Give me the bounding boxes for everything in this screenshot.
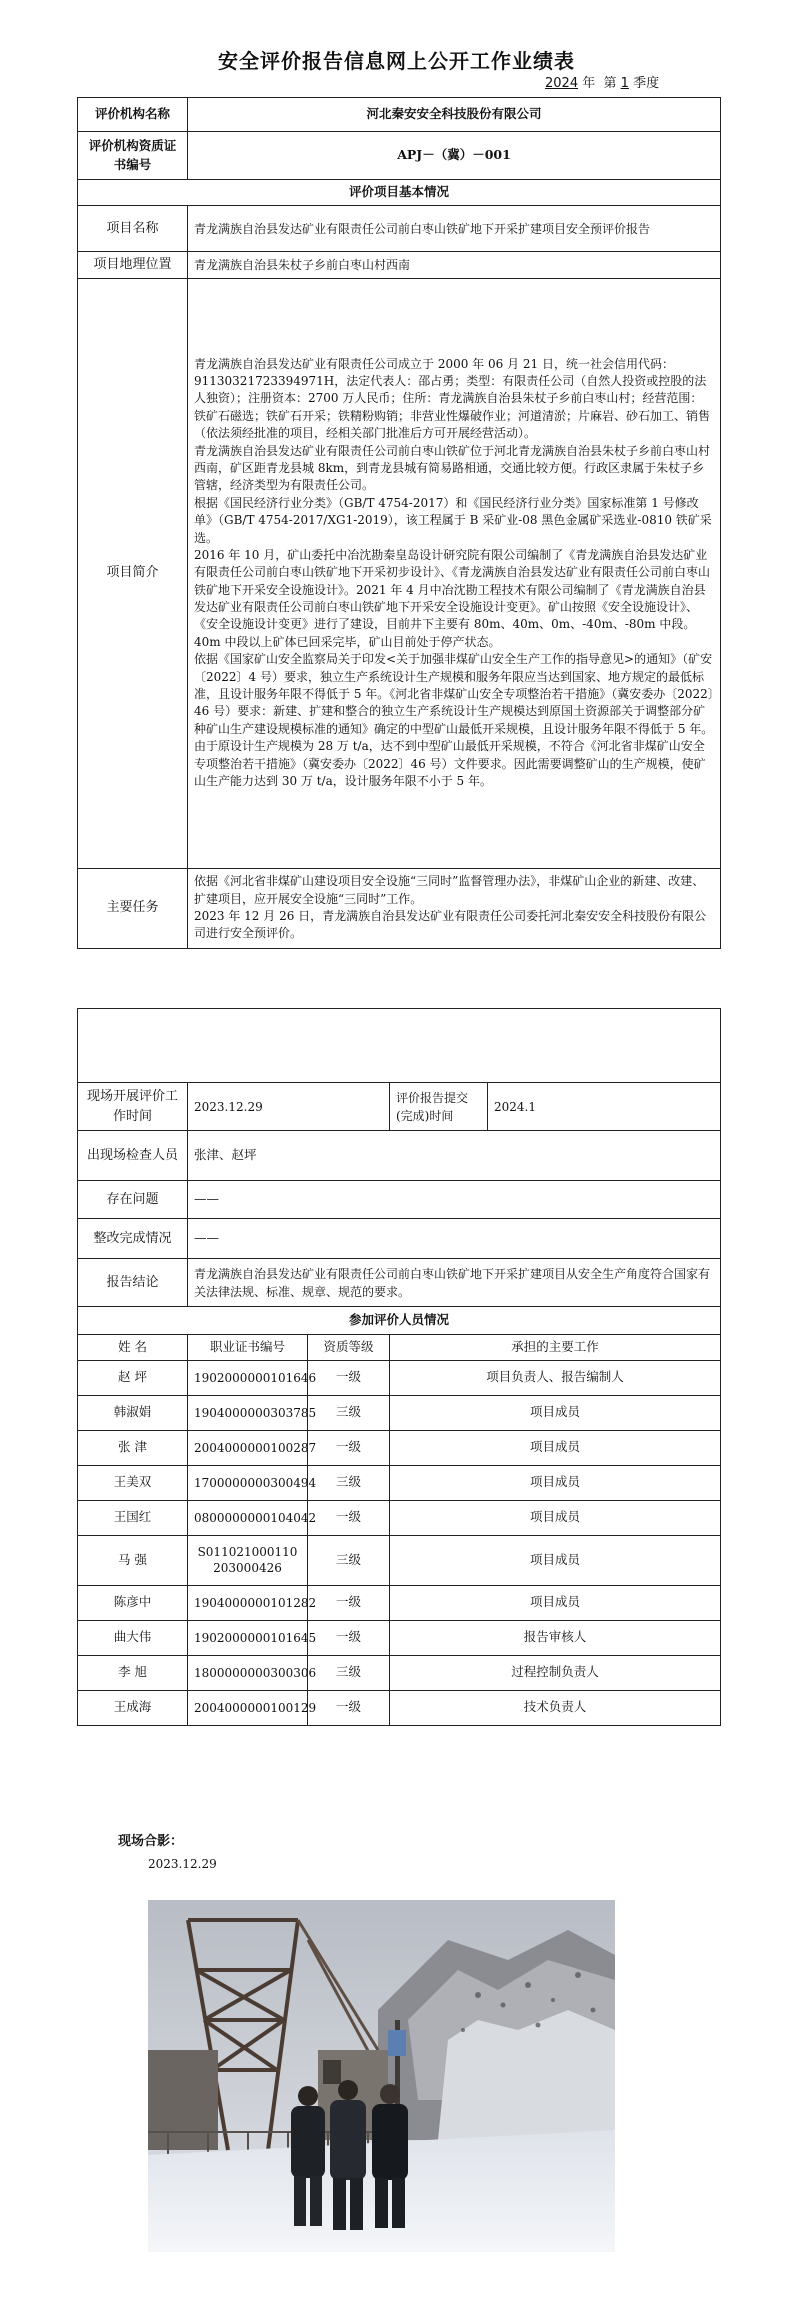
photo-label: 现场合影： [118, 1834, 184, 1849]
rectify-label: 整改完成情况 [78, 1219, 188, 1259]
intro-label: 项目简介 [78, 278, 188, 868]
blank-header-row [78, 1009, 721, 1083]
staff-task: 项目成员 [390, 1585, 721, 1620]
basic-section-title: 评价项目基本情况 [78, 180, 721, 206]
org-name-label: 评价机构名称 [78, 98, 188, 132]
location-value: 青龙满族自治县朱杖子乡前白枣山村西南 [188, 252, 721, 279]
quarter-prefix: 第 [603, 76, 617, 91]
year-suffix: 年 [582, 76, 596, 91]
group-photo-illustration [148, 1900, 615, 2252]
staff-header-task: 承担的主要工作 [390, 1335, 721, 1361]
intro-paragraph: 青龙满族自治县发达矿业有限责任公司前白枣山铁矿位于河北青龙满族自治县朱杖子乡前白枣山村西南，矿区距青龙县城 8km，到青龙县城有简易路相通，交通比较方便。行政区隶属于朱杖子乡管辖，经济类型为有限责任公司。 [194, 443, 711, 493]
table-row [78, 1585, 721, 1620]
staff-header-level: 资质等级 [308, 1335, 390, 1361]
location-label: 项目地理位置 [78, 252, 188, 279]
project-name-label: 项目名称 [78, 206, 188, 252]
staff-level: 一级 [308, 1430, 390, 1465]
staff-task: 项目成员 [390, 1430, 721, 1465]
staff-task: 项目成员 [390, 1395, 721, 1430]
table-row [78, 1500, 721, 1535]
table-row [78, 1620, 721, 1655]
staff-task: 技术负责人 [390, 1690, 721, 1725]
staff-level: 一级 [308, 1620, 390, 1655]
rectify-value: —— [188, 1219, 721, 1259]
table-row [78, 1465, 721, 1500]
table-row [78, 1430, 721, 1465]
project-name-value: 青龙满族自治县发达矿业有限责任公司前白枣山铁矿地下开采扩建项目安全预评价报告 [188, 206, 721, 252]
staff-task: 项目成员 [390, 1465, 721, 1500]
intro-text [188, 278, 721, 868]
staff-level: 一级 [308, 1500, 390, 1535]
staff-cert: 1904000000303785 [188, 1395, 308, 1430]
task-paragraph: 依据《河北省非煤矿山建设项目安全设施“三同时”监督管理办法》，非煤矿山企业的新建、改建、扩建项目，应开展安全设施“三同时”工作。 [194, 874, 705, 906]
table-row [78, 1360, 721, 1395]
staff-task: 过程控制负责人 [390, 1655, 721, 1690]
document-title: 安全评价报告信息网上公开工作业绩表 [218, 49, 575, 73]
staff-name: 曲大伟 [78, 1620, 188, 1655]
staff-section-title: 参加评价人员情况 [78, 1307, 721, 1335]
basic-info-table [77, 97, 721, 949]
cert-no-label: 评价机构资质证书编号 [78, 132, 188, 180]
task-label: 主要任务 [78, 868, 188, 948]
staff-level: 三级 [308, 1655, 390, 1690]
staff-name: 李 旭 [78, 1655, 188, 1690]
staff-level: 一级 [308, 1690, 390, 1725]
task-paragraph: 2023 年 12 月 26 日，青龙满族自治县发达矿业有限责任公司委托河北秦安安全科技股份有限公司进行安全预评价。 [194, 909, 707, 941]
submit-time-label: 评价报告提交(完成)时间 [390, 1083, 488, 1131]
table-row [78, 1395, 721, 1430]
inspectors-label: 出现场检查人员 [78, 1131, 188, 1181]
staff-cert: 1902000000101646 [188, 1360, 308, 1395]
cert-no-value: APJ－（冀）－001 [188, 132, 721, 180]
staff-cert: 2004000000100129 [188, 1690, 308, 1725]
staff-cert: 1902000000101645 [188, 1620, 308, 1655]
staff-cert: 1700000000300494 [188, 1465, 308, 1500]
quarter-value: 1 [620, 76, 629, 91]
staff-level: 三级 [308, 1465, 390, 1500]
conclusion-value: 青龙满族自治县发达矿业有限责任公司前白枣山铁矿地下开采扩建项目从安全生产角度符合国家有关法律法规、标准、规章、规范的要求。 [188, 1259, 721, 1307]
table-row [78, 1690, 721, 1725]
staff-header-cert: 职业证书编号 [188, 1335, 308, 1361]
staff-header-name: 姓 名 [78, 1335, 188, 1361]
staff-task: 报告审核人 [390, 1620, 721, 1655]
onsite-time-value: 2023.12.29 [188, 1083, 390, 1131]
issues-value: —— [188, 1181, 721, 1219]
staff-name: 韩淑娟 [78, 1395, 188, 1430]
staff-name: 马 强 [78, 1535, 188, 1585]
onsite-time-label: 现场开展评价工作时间 [78, 1083, 188, 1131]
issues-label: 存在问题 [78, 1181, 188, 1219]
staff-cert: 1800000000300306 [188, 1655, 308, 1690]
staff-task: 项目成员 [390, 1535, 721, 1585]
group-photo [148, 1900, 615, 2252]
task-text [188, 868, 721, 948]
staff-level: 三级 [308, 1535, 390, 1585]
intro-paragraph: 根据《国民经济行业分类》（GB/T 4754-2017）和《国民经济行业分类》国家标准第 1 号修改单》（GB/T 4754-2017/XG1-2019），该工程属于 B 采矿业-08 黑色金属矿采选业-0810 铁矿采选。 [194, 495, 712, 545]
conclusion-label: 报告结论 [78, 1259, 188, 1307]
staff-name: 王成海 [78, 1690, 188, 1725]
submit-time-value: 2024.1 [488, 1083, 721, 1131]
photo-date: 2023.12.29 [148, 1857, 217, 1871]
intro-paragraph: 青龙满族自治县发达矿业有限责任公司成立于 2000 年 06 月 21 日，统一社会信用代码：91130321723394971H，法定代表人：邵占勇；类型：有限责任公司（自然人投资或控股的法人独资）；注册资本：2700 万人民币；住所：青龙满族自治县朱杖子乡前白枣山村；经营范围：铁矿石磁选；铁矿石开采；铁精粉购销；非营业性爆破作业；河道清淤；片麻岩、砂石加工、销售（依法须经批准的项目，经相关部门批准后方可开展经营活动）。 [194, 356, 711, 441]
staff-task: 项目负责人、报告编制人 [390, 1360, 721, 1395]
period-line [545, 74, 659, 94]
intro-paragraph: 2016 年 10 月，矿山委托中冶沈勘秦皇岛设计研究院有限公司编制了《青龙满族自治县发达矿业有限责任公司前白枣山铁矿地下开采初步设计》、《青龙满族自治县发达矿业有限责任公司前白枣山铁矿地下开采安全设施设计》。2021 年 4 月中冶沈勘工程技术有限公司编制了《青龙满族自治县发达矿业有限责任公司前白枣山铁矿地下开采安全设施设计变更》。矿山按照《安全设施设计》、《安全设施设计变更》进行了建设，目前井下主要有 80m、40m、0m、-40m、-80m 中段。40m 中段以上矿体已回采完毕，矿山目前处于停产状态。 [194, 547, 711, 649]
staff-name: 张 津 [78, 1430, 188, 1465]
staff-level: 一级 [308, 1585, 390, 1620]
site-work-table [77, 1008, 721, 1726]
staff-name: 陈彦中 [78, 1585, 188, 1620]
table-row [78, 1655, 721, 1690]
staff-level: 一级 [308, 1360, 390, 1395]
quarter-suffix: 季度 [633, 76, 660, 91]
year-value: 2024 [545, 76, 579, 91]
staff-name: 赵 坪 [78, 1360, 188, 1395]
table-row [78, 1535, 721, 1585]
inspectors-value: 张津、赵坪 [188, 1131, 721, 1181]
intro-paragraph: 依据《国家矿山安全监察局关于印发<关于加强非煤矿山安全生产工作的指导意见>的通知》（矿安〔2022〕4 号）要求，独立生产系统设计生产规模和服务年限应当达到国家、地方规定的最低标准，且设计服务年限不得低于 5 年。《河北省非煤矿山安全专项整治若干措施》（冀安委办〔2022〕46 号）要求：新建、扩建和整合的独立生产系统设计生产规模达到原国土资源部关于调整部分矿种矿山生产建设规模标准的通知》确定的中型矿山最低开采规模，且设计服务年限不得低于 5 年。由于原设计生产规模为 28 万 t/a，达不到中型矿山最低开采规模，不符合《河北省非煤矿山安全专项整治若干措施》（冀安委办〔2022〕46 号）文件要求。因此需要调整矿山的生产规模，使矿山生产能力达到 30 万 t/a，设计服务年限不小于 5 年。 [194, 652, 714, 788]
org-name-value: 河北秦安安全科技股份有限公司 [188, 98, 721, 132]
staff-cert: 0800000000104042 [188, 1500, 308, 1535]
staff-name: 王国红 [78, 1500, 188, 1535]
staff-cert: 2004000000100287 [188, 1430, 308, 1465]
staff-name: 王美双 [78, 1465, 188, 1500]
staff-level: 三级 [308, 1395, 390, 1430]
staff-task: 项目成员 [390, 1500, 721, 1535]
staff-cert: 1904000000101282 [188, 1585, 308, 1620]
staff-cert: S011021000110203000426 [188, 1535, 308, 1585]
